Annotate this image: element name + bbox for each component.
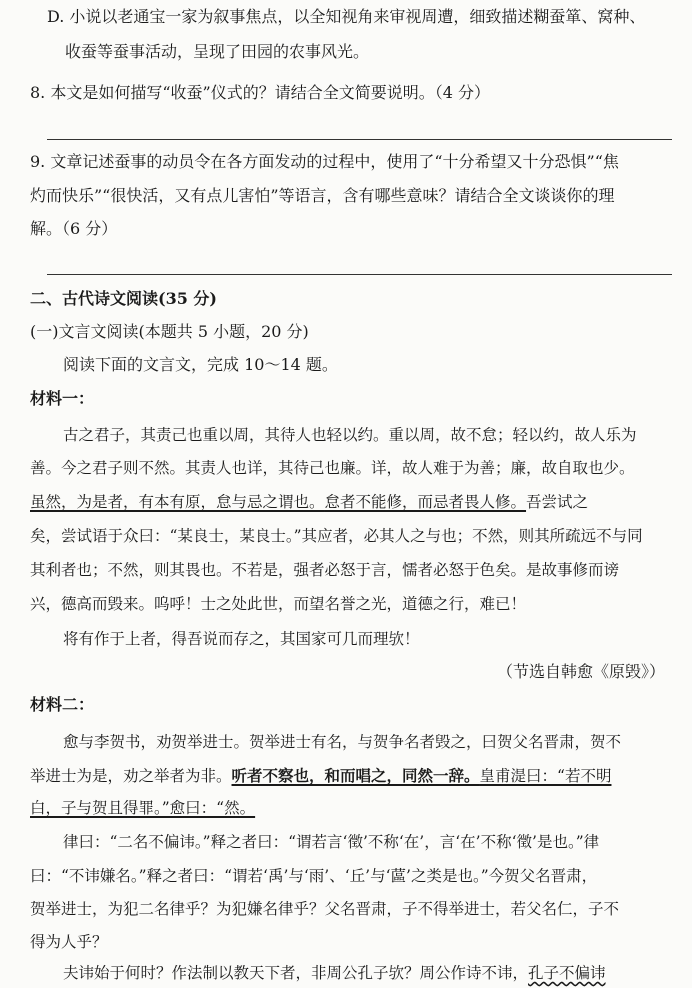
instruction: 阅读下面的文言文，完成 10～14 题。 xyxy=(63,355,338,374)
material2-text: 举进士为是，劝之举者为非。 xyxy=(30,767,232,785)
material2-line xyxy=(30,765,611,787)
material2-line: 贺举进士，为犯二名律乎？为犯嫌名律乎？父名晋肃，子不得举进士，若父名仁，子不 xyxy=(30,900,620,918)
underlined-sentence: 虽然，为是者，有本有原，怠与忌之谓也。 xyxy=(30,493,325,511)
underlined-sentence: 听者不察也，和而唱之，同然一辞。 xyxy=(231,766,480,785)
material1-line: 将有作于上者，得吾说而存之，其国家可几而理欤！ xyxy=(63,630,420,648)
question-9-line1: 9. 文章记述蚕事的动员令在各方面发动的过程中，使用了“十分希望又十分恐惧”“焦 xyxy=(30,152,619,171)
material1-source: （节选自韩愈《原毁》） xyxy=(497,662,666,681)
underlined-sentence: 怠者不能修，而忌者畏人修。 xyxy=(324,493,527,511)
section-title: 二、古代诗文阅读(35 分) xyxy=(30,289,217,308)
material1-text: 吾尝试之 xyxy=(526,493,589,511)
material1-line: 兴，德高而毁来。呜呼！士之处此世，而望名誉之光，道德之行，难已！ xyxy=(30,595,527,613)
q7-option-d-line2: 收蚕等蚕事活动，呈现了田园的农事风光。 xyxy=(65,42,370,61)
material2-line xyxy=(63,962,606,984)
subsection-title: (一)文言文阅读(本题共 5 小题，20 分) xyxy=(30,322,309,341)
answer-line-q9 xyxy=(47,274,672,275)
material2-line xyxy=(30,797,255,819)
material2-line: 得为人乎？ xyxy=(30,933,108,951)
underlined-sentence: 皇甫湜曰：“若不明 xyxy=(479,767,612,785)
material2-label: 材料二： xyxy=(30,695,95,714)
question-9-line3: 解。（6 分） xyxy=(30,219,118,238)
material1-line xyxy=(30,491,588,513)
q7-option-d-line1: D. 小说以老通宝一家为叙事焦点，以全知视角来审视周遭，细致描述糊蚕箪、窝种、 xyxy=(47,7,646,26)
wavy-underlined-phrase: 孔子不偏讳 xyxy=(528,964,606,982)
material2-text: 夫讳始于何时？作法制以教天下者，非周公孔子欤？周公作诗不讳， xyxy=(63,964,529,982)
question-8: 8. 本文是如何描写“收蚕”仪式的？请结合全文简要说明。（4 分） xyxy=(30,83,490,102)
material2-line: 愈与李贺书，劝贺举进士。贺举进士有名，与贺争名者毁之，曰贺父名晋肃，贺不 xyxy=(63,733,622,751)
material2-line: 律曰：“二名不偏讳。”释之者曰：“谓若言‘徵’不称‘在’，言‘在’不称‘徵’是也。”律 xyxy=(63,833,600,851)
underlined-sentence: 白，子与贺且得罪。”愈曰：“然。 xyxy=(30,799,256,817)
material1-label: 材料一： xyxy=(30,389,95,408)
material1-line: 矣，尝试语于众曰：“某良士，某良士。”其应者，必其人之与也；不然，则其所疏远不与同 xyxy=(30,527,643,545)
material2-line: 曰：“不讳嫌名。”释之者曰：“谓若‘禹’与‘雨’、‘丘’与‘蓲’之类是也。”今贺父名晋肃， xyxy=(30,867,598,885)
material1-line: 古之君子，其责己也重以周，其待人也轻以约。重以周，故不怠；轻以约，故人乐为 xyxy=(63,426,637,444)
material1-line: 其利者也；不然，则其畏也。不若是，强者必怒于言，懦者必怒于色矣。是故事修而谤 xyxy=(30,561,620,579)
material1-line: 善。今之君子则不然。其责人也详，其待己也廉。详，故人难于为善；廉，故自取也少。 xyxy=(30,459,635,477)
question-9-line2: 灼而快乐”“很快活，又有点儿害怕”等语言，含有哪些意味？请结合全文谈谈你的理 xyxy=(30,186,615,205)
answer-line-q8 xyxy=(47,139,672,140)
